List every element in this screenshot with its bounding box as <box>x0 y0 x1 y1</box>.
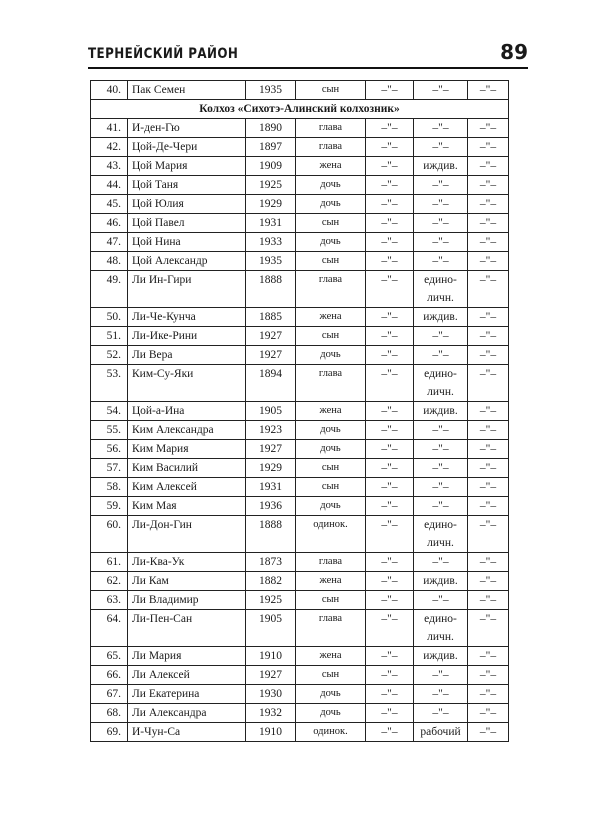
cell-ditto: –"– <box>468 723 509 742</box>
family-role: сын <box>296 591 366 610</box>
table-row <box>91 497 509 516</box>
cell-ditto: –"– <box>468 346 509 365</box>
cell-status: –"– <box>414 138 468 157</box>
birth-year: 1935 <box>246 252 296 271</box>
cell-status: –"– <box>414 327 468 346</box>
table-row <box>91 421 509 440</box>
person-name: Цой Павел <box>128 214 246 233</box>
cell-ditto: –"– <box>366 591 414 610</box>
cell-ditto: –"– <box>366 647 414 666</box>
table-row <box>91 176 509 195</box>
person-name: Ким Александра <box>128 421 246 440</box>
cell-ditto: –"– <box>468 516 509 553</box>
birth-year: 1905 <box>246 610 296 647</box>
cell-ditto: –"– <box>468 119 509 138</box>
table-row <box>91 138 509 157</box>
cell-status-line2: личн. <box>427 537 454 549</box>
row-number: 61. <box>91 553 128 572</box>
person-name: Ким Василий <box>128 459 246 478</box>
table-row <box>91 572 509 591</box>
running-title: ТЕРНЕЙСКИЙ РАЙОН <box>88 46 239 62</box>
birth-year: 1905 <box>246 402 296 421</box>
cell-ditto: –"– <box>366 553 414 572</box>
person-name: Ким Алексей <box>128 478 246 497</box>
row-number: 42. <box>91 138 128 157</box>
row-number: 63. <box>91 591 128 610</box>
row-number: 60. <box>91 516 128 553</box>
person-name: Ли-Пен-Сан <box>128 610 246 647</box>
row-number: 55. <box>91 421 128 440</box>
cell-ditto: –"– <box>366 440 414 459</box>
row-number: 65. <box>91 647 128 666</box>
family-role: дочь <box>296 704 366 723</box>
family-role: глава <box>296 119 366 138</box>
cell-ditto: –"– <box>468 440 509 459</box>
person-name: Ли Владимир <box>128 591 246 610</box>
family-role: сын <box>296 478 366 497</box>
cell-ditto: –"– <box>366 459 414 478</box>
birth-year: 1882 <box>246 572 296 591</box>
family-role: дочь <box>296 233 366 252</box>
table-row <box>91 704 509 723</box>
table-row <box>91 346 509 365</box>
birth-year: 1929 <box>246 195 296 214</box>
cell-status: –"– <box>414 81 468 100</box>
table-row <box>91 214 509 233</box>
row-number: 54. <box>91 402 128 421</box>
row-number: 44. <box>91 176 128 195</box>
cell-ditto: –"– <box>366 478 414 497</box>
row-number: 59. <box>91 497 128 516</box>
cell-ditto: –"– <box>366 666 414 685</box>
cell-ditto: –"– <box>366 252 414 271</box>
row-number: 45. <box>91 195 128 214</box>
family-role: сын <box>296 214 366 233</box>
row-number: 58. <box>91 478 128 497</box>
table-row <box>91 553 509 572</box>
row-number: 41. <box>91 119 128 138</box>
row-number: 47. <box>91 233 128 252</box>
cell-ditto: –"– <box>366 497 414 516</box>
cell-ditto: –"– <box>468 497 509 516</box>
table-row <box>91 610 509 647</box>
family-role: глава <box>296 553 366 572</box>
cell-ditto: –"– <box>366 516 414 553</box>
row-number: 51. <box>91 327 128 346</box>
family-role: дочь <box>296 195 366 214</box>
family-role: глава <box>296 365 366 402</box>
table-row <box>91 252 509 271</box>
row-number: 40. <box>91 81 128 100</box>
cell-status-line2: личн. <box>427 386 454 398</box>
row-number: 69. <box>91 723 128 742</box>
cell-ditto: –"– <box>366 402 414 421</box>
cell-ditto: –"– <box>468 365 509 402</box>
cell-status <box>414 271 468 308</box>
table-row <box>91 516 509 553</box>
person-name: Ким Мая <box>128 497 246 516</box>
birth-year: 1936 <box>246 497 296 516</box>
table-row <box>91 327 509 346</box>
table-row <box>91 271 509 308</box>
birth-year: 1910 <box>246 723 296 742</box>
cell-ditto: –"– <box>468 252 509 271</box>
person-name: И-ден-Гю <box>128 119 246 138</box>
person-name: Цой Мария <box>128 157 246 176</box>
cell-status: –"– <box>414 440 468 459</box>
family-role: сын <box>296 252 366 271</box>
cell-ditto: –"– <box>468 421 509 440</box>
person-name: Ким Мария <box>128 440 246 459</box>
cell-status: –"– <box>414 195 468 214</box>
family-role: дочь <box>296 346 366 365</box>
cell-status: –"– <box>414 497 468 516</box>
cell-ditto: –"– <box>366 421 414 440</box>
cell-ditto: –"– <box>468 233 509 252</box>
family-role: сын <box>296 81 366 100</box>
cell-ditto: –"– <box>366 138 414 157</box>
birth-year: 1909 <box>246 157 296 176</box>
cell-status-line2: личн. <box>427 631 454 643</box>
cell-status: –"– <box>414 233 468 252</box>
cell-ditto: –"– <box>366 704 414 723</box>
table-row <box>91 723 509 742</box>
person-name: Цой Александр <box>128 252 246 271</box>
cell-ditto: –"– <box>366 610 414 647</box>
cell-ditto: –"– <box>468 327 509 346</box>
person-name: Ли Александра <box>128 704 246 723</box>
family-role: дочь <box>296 440 366 459</box>
row-number: 64. <box>91 610 128 647</box>
cell-status <box>414 516 468 553</box>
person-name: Ли Мария <box>128 647 246 666</box>
table-row <box>91 365 509 402</box>
cell-ditto: –"– <box>366 346 414 365</box>
row-number: 52. <box>91 346 128 365</box>
person-name: Ли Екатерина <box>128 685 246 704</box>
table-row <box>91 119 509 138</box>
row-number: 48. <box>91 252 128 271</box>
person-name: Ли-Дон-Гин <box>128 516 246 553</box>
cell-status <box>414 365 468 402</box>
roster-table <box>90 80 509 742</box>
birth-year: 1927 <box>246 440 296 459</box>
person-name: Ли Ин-Гири <box>128 271 246 308</box>
section-row <box>91 100 509 119</box>
birth-year: 1925 <box>246 591 296 610</box>
cell-ditto: –"– <box>468 195 509 214</box>
table-row <box>91 666 509 685</box>
row-number: 56. <box>91 440 128 459</box>
cell-status: –"– <box>414 553 468 572</box>
cell-status-line1: едино- <box>424 274 457 286</box>
birth-year: 1931 <box>246 478 296 497</box>
person-name: Ли Кам <box>128 572 246 591</box>
cell-ditto: –"– <box>366 233 414 252</box>
birth-year: 1927 <box>246 346 296 365</box>
person-name: Пак Семен <box>128 81 246 100</box>
birth-year: 1923 <box>246 421 296 440</box>
table-row <box>91 157 509 176</box>
family-role: глава <box>296 610 366 647</box>
birth-year: 1927 <box>246 327 296 346</box>
cell-ditto: –"– <box>366 308 414 327</box>
cell-status: иждив. <box>414 647 468 666</box>
person-name: Ли-Че-Кунча <box>128 308 246 327</box>
cell-status: –"– <box>414 666 468 685</box>
family-role: сын <box>296 459 366 478</box>
family-role: жена <box>296 308 366 327</box>
family-role: одинок. <box>296 723 366 742</box>
birth-year: 1930 <box>246 685 296 704</box>
cell-ditto: –"– <box>366 327 414 346</box>
row-number: 68. <box>91 704 128 723</box>
cell-status: –"– <box>414 704 468 723</box>
row-number: 67. <box>91 685 128 704</box>
table-row <box>91 195 509 214</box>
person-name: Ли Вера <box>128 346 246 365</box>
cell-status-line1: едино- <box>424 613 457 625</box>
table-row <box>91 402 509 421</box>
birth-year: 1933 <box>246 233 296 252</box>
cell-ditto: –"– <box>366 572 414 591</box>
cell-ditto: –"– <box>468 308 509 327</box>
family-role: дочь <box>296 176 366 195</box>
section-title: Колхоз «Сихотэ-Алинский колхозник» <box>91 100 509 119</box>
cell-ditto: –"– <box>468 685 509 704</box>
header-rule <box>88 67 528 69</box>
birth-year: 1935 <box>246 81 296 100</box>
family-role: глава <box>296 271 366 308</box>
person-name: Цой Юлия <box>128 195 246 214</box>
family-role: дочь <box>296 421 366 440</box>
cell-status: иждив. <box>414 157 468 176</box>
birth-year: 1885 <box>246 308 296 327</box>
person-name: Цой-а-Ина <box>128 402 246 421</box>
cell-ditto: –"– <box>468 176 509 195</box>
table-row <box>91 685 509 704</box>
cell-ditto: –"– <box>468 271 509 308</box>
family-role: жена <box>296 157 366 176</box>
cell-ditto: –"– <box>366 157 414 176</box>
cell-ditto: –"– <box>468 478 509 497</box>
family-role: жена <box>296 572 366 591</box>
cell-ditto: –"– <box>366 723 414 742</box>
cell-ditto: –"– <box>468 647 509 666</box>
cell-status-line1: едино- <box>424 519 457 531</box>
birth-year: 1931 <box>246 214 296 233</box>
person-name: Цой-Де-Чери <box>128 138 246 157</box>
family-role: дочь <box>296 685 366 704</box>
cell-status: иждив. <box>414 402 468 421</box>
cell-status <box>414 610 468 647</box>
person-name: Цой Нина <box>128 233 246 252</box>
birth-year: 1932 <box>246 704 296 723</box>
family-role: глава <box>296 138 366 157</box>
person-name: Ким-Су-Яки <box>128 365 246 402</box>
table-row <box>91 440 509 459</box>
table-row <box>91 647 509 666</box>
person-name: Ли Алексей <box>128 666 246 685</box>
person-name: Ли-Ике-Рини <box>128 327 246 346</box>
row-number: 53. <box>91 365 128 402</box>
table-row <box>91 459 509 478</box>
birth-year: 1888 <box>246 271 296 308</box>
cell-ditto: –"– <box>468 402 509 421</box>
table-row <box>91 81 509 100</box>
table-row <box>91 308 509 327</box>
cell-ditto: –"– <box>468 666 509 685</box>
cell-ditto: –"– <box>366 81 414 100</box>
family-role: жена <box>296 402 366 421</box>
cell-ditto: –"– <box>366 176 414 195</box>
birth-year: 1929 <box>246 459 296 478</box>
table-row <box>91 591 509 610</box>
page-header <box>88 40 528 66</box>
row-number: 62. <box>91 572 128 591</box>
family-role: сын <box>296 666 366 685</box>
birth-year: 1910 <box>246 647 296 666</box>
person-name: Цой Таня <box>128 176 246 195</box>
cell-status: –"– <box>414 119 468 138</box>
cell-ditto: –"– <box>366 365 414 402</box>
cell-status: –"– <box>414 591 468 610</box>
row-number: 46. <box>91 214 128 233</box>
family-role: одинок. <box>296 516 366 553</box>
birth-year: 1890 <box>246 119 296 138</box>
cell-status: –"– <box>414 685 468 704</box>
birth-year: 1873 <box>246 553 296 572</box>
cell-ditto: –"– <box>468 81 509 100</box>
cell-ditto: –"– <box>468 591 509 610</box>
family-role: жена <box>296 647 366 666</box>
person-name: И-Чун-Са <box>128 723 246 742</box>
birth-year: 1927 <box>246 666 296 685</box>
birth-year: 1888 <box>246 516 296 553</box>
cell-ditto: –"– <box>468 157 509 176</box>
cell-status: иждив. <box>414 572 468 591</box>
family-role: сын <box>296 327 366 346</box>
cell-status: рабочий <box>414 723 468 742</box>
birth-year: 1894 <box>246 365 296 402</box>
cell-status: –"– <box>414 478 468 497</box>
table-row <box>91 233 509 252</box>
row-number: 50. <box>91 308 128 327</box>
table-row <box>91 478 509 497</box>
family-role: дочь <box>296 497 366 516</box>
page-number: 89 <box>500 40 528 64</box>
cell-ditto: –"– <box>366 685 414 704</box>
cell-ditto: –"– <box>468 214 509 233</box>
row-number: 57. <box>91 459 128 478</box>
cell-status: –"– <box>414 421 468 440</box>
cell-ditto: –"– <box>366 214 414 233</box>
cell-ditto: –"– <box>468 459 509 478</box>
cell-ditto: –"– <box>468 553 509 572</box>
cell-ditto: –"– <box>468 138 509 157</box>
cell-status: –"– <box>414 252 468 271</box>
cell-status: –"– <box>414 459 468 478</box>
row-number: 43. <box>91 157 128 176</box>
cell-status: –"– <box>414 346 468 365</box>
row-number: 66. <box>91 666 128 685</box>
row-number: 49. <box>91 271 128 308</box>
cell-ditto: –"– <box>366 195 414 214</box>
cell-ditto: –"– <box>468 610 509 647</box>
birth-year: 1897 <box>246 138 296 157</box>
cell-ditto: –"– <box>468 704 509 723</box>
person-name: Ли-Ква-Ук <box>128 553 246 572</box>
cell-ditto: –"– <box>366 119 414 138</box>
cell-status-line1: едино- <box>424 368 457 380</box>
birth-year: 1925 <box>246 176 296 195</box>
cell-ditto: –"– <box>366 271 414 308</box>
cell-status: –"– <box>414 214 468 233</box>
cell-status-line2: личн. <box>427 292 454 304</box>
cell-ditto: –"– <box>468 572 509 591</box>
cell-status: иждив. <box>414 308 468 327</box>
cell-status: –"– <box>414 176 468 195</box>
